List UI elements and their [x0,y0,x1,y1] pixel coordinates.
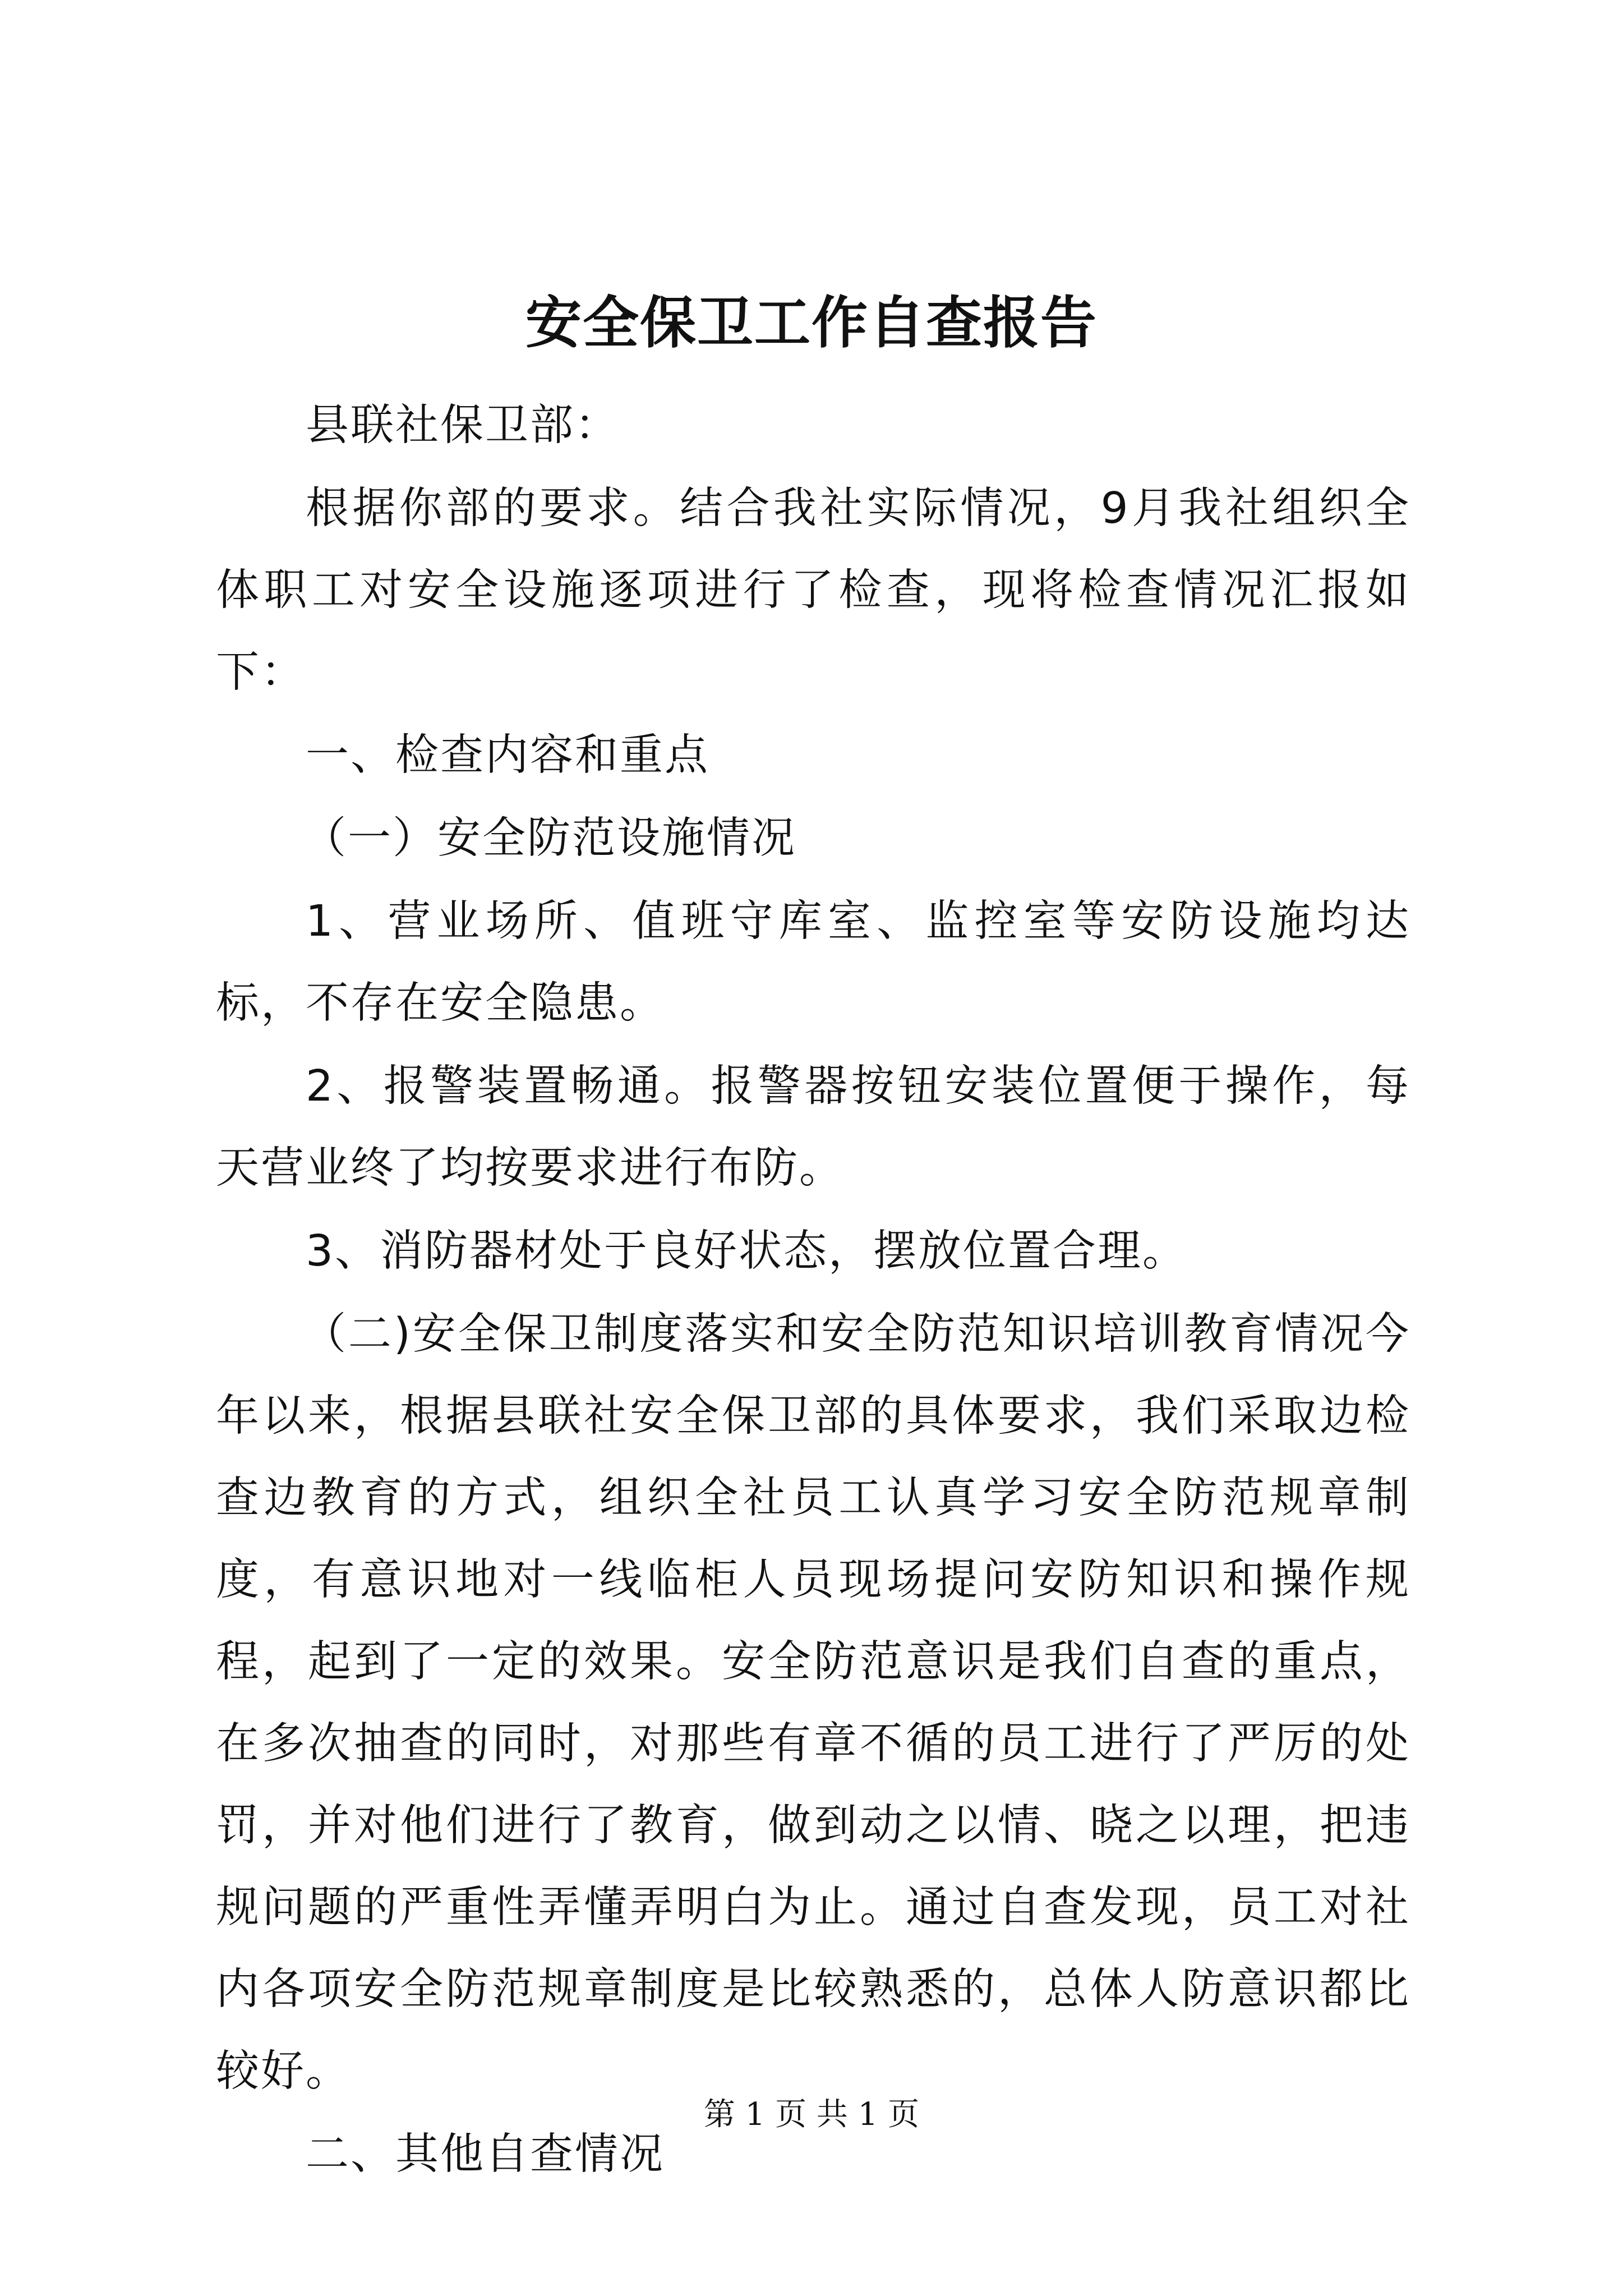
section-heading-2: 二、其他自查情况 [306,2129,665,2179]
page-footer [0,2095,1623,2134]
list-item-2: 2、报警装置畅通。报警器按钮安装位置便于操作，每天营业终了均按要求进行布防。 [216,1061,1410,1193]
page-number: 第 1 页 共 1 页 [703,2096,920,2133]
intro-paragraph: 根据你部的要求。结合我社实际情况，9月我社组织全体职工对安全设施逐项进行了检查，现将检查情况汇报如下： [216,484,1410,697]
document-title: 安全保卫工作自查报告 [525,289,1098,356]
salutation: 县联社保卫部： [306,401,620,450]
subsection-heading-1: （一）安全防范设施情况 [303,813,796,863]
document-body [216,385,1410,2197]
subsection-paragraph-2: （二)安全保卫制度落实和安全防范知识培训教育情况今年以来，根据县联社安全保卫部的具体要求，我们采取边检查边教育的方式，组织全社员工认真学习安全防范规章制度，有意识地对一线临柜人员现场提问安防知识和操作规程，起到了一定的效果。安全防范意识是我们自查的重点，在多次抽查的同时，对那些有章不循的员工进行了严厉的处罚，并对他们进行了教育，做到动之以情、晓之以理，把违规问题的严重性弄懂弄明白为止。通过自查发现，员工对社内各项安全防范规章制度是比较熟悉的，总体人防意识都比较好。 [216,1309,1410,2096]
list-item-3: 3、消防器材处于良好状态，摆放位置合理。 [306,1226,1187,1276]
list-item-1: 1、营业场所、值班守库室、监控室等安防设施均达标，不存在安全隐患。 [216,896,1410,1028]
section-heading-1: 一、检查内容和重点 [306,730,709,780]
